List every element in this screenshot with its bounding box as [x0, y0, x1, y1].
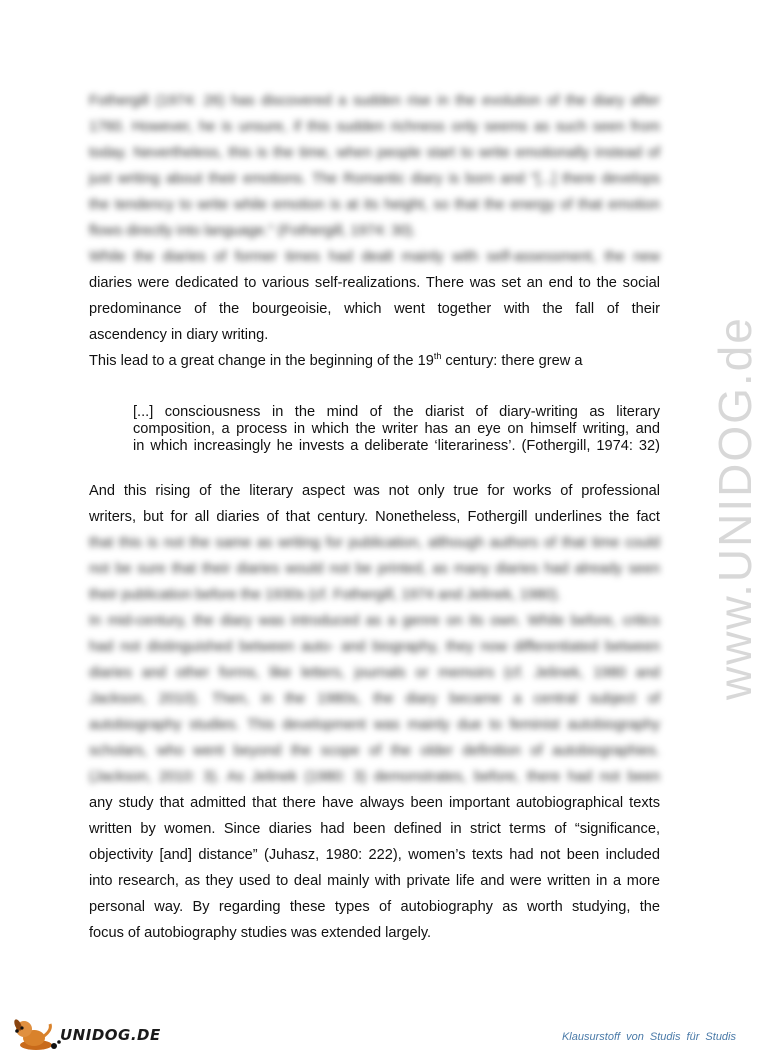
text-line: into research, as they used to deal mainly with private life and were written in a more	[89, 873, 660, 889]
logo-wordmark[interactable]: UNIDOG.DE	[60, 1026, 161, 1044]
text-line: just writing about their emotions. The Romantic diary is born and "[...] there develops	[89, 171, 660, 187]
quote-line: in which increasingly he invests a deliberate ‘literariness’. (Fothergill, 1974: 32)	[133, 438, 660, 454]
ordinal-suffix: th	[433, 351, 442, 361]
text-line: Fothergill (1974: 26) has discovered a sudden rise in the evolution of the diary after	[89, 93, 660, 109]
text-line: had not distinguished between auto- and biography, they now differentiated between	[89, 639, 660, 655]
text-line	[89, 348, 660, 374]
dog-logo-icon	[6, 1016, 66, 1052]
text-line: And this rising of the literary aspect was not only true for works of professional	[89, 483, 660, 499]
text-after-sup: century: there grew a	[441, 353, 583, 369]
text-line: today. Nevertheless, this is the time, when people start to write emotionally instead of	[89, 145, 660, 161]
text-line: personal way. By regarding these types of autobiography as worth studying, the	[89, 899, 660, 915]
text-line: any study that admitted that there have always been important autobiographical texts	[89, 795, 660, 811]
paragraph-mid-century	[89, 608, 660, 946]
text-line: predominance of the bourgeoisie, which went together with the fall of their	[89, 301, 660, 317]
text-line: autobiography studies. This development was mainly due to feminist autobiography	[89, 717, 660, 733]
text-line: that this is not the same as writing for publication, although authors of that time could	[89, 535, 660, 551]
text-line: their publication before the 1930s (cf. Fothergill, 1974 and Jelinek, 1980).	[89, 587, 562, 603]
text-line: scholars, who went beyond the scope of the older definition of autobiographies.	[89, 743, 660, 759]
paragraph-literary-aspect	[89, 478, 660, 608]
site-watermark: www.UNIDOG.de	[709, 316, 761, 700]
block-quote	[133, 404, 660, 455]
text-line: Jackson, 2010). Then, in the 1980s, the diary became a central subject of	[89, 691, 660, 707]
text-line: diaries and other forms, like letters, journals or memoirs (cf. Jelinek, 1980 and	[89, 665, 660, 681]
quote-line: [...] consciousness in the mind of the diarist of diary-writing as literary	[133, 404, 660, 420]
text-line: ascendency in diary writing.	[89, 327, 269, 343]
paragraph-fothergill-rise	[89, 88, 660, 244]
text-line: focus of autobiography studies was extended largely.	[89, 925, 432, 941]
text-line: writers, but for all diaries of that century. Nonetheless, Fothergill underlines the fact	[89, 509, 660, 525]
footer-tagline: Klausurstoff von Studis für Studis	[561, 1031, 736, 1043]
text-line: flows directly into language." (Fothergill, 1974: 30).	[89, 223, 417, 239]
text-line: not be sure that their diaries would not be printed, as many diaries had already seen	[89, 561, 660, 577]
text-before-sup: This lead to a great change in the beginning of the 19	[89, 353, 434, 369]
text-line: 1760. However, he is unsure, if this sudden richness only seems as such seen from	[89, 119, 660, 135]
paragraph-self-realization	[89, 244, 660, 348]
text-line: While the diaries of former times had dealt mainly with self-assessment, the new	[89, 249, 660, 265]
text-line: written by women. Since diaries had been defined in strict terms of “significance,	[89, 821, 660, 837]
text-line: (Jackson, 2010: 3). As Jelinek (1980: 3) demonstrates, before, there had not been	[89, 769, 660, 785]
paragraph-19th-century	[89, 348, 660, 374]
text-line: In mid-century, the diary was introduced as a genre on its own. While before, critics	[89, 613, 660, 629]
quote-line: composition, a process in which the writer has an eye on himself writing, and	[133, 421, 660, 437]
text-line: diaries were dedicated to various self-realizations. There was set an end to the social	[89, 275, 660, 291]
text-line: the tendency to write while emotion is at its height, so that the energy of that emotion	[89, 197, 660, 213]
text-line: objectivity [and] distance” (Juhasz, 1980: 222), women’s texts had not been included	[89, 847, 660, 863]
